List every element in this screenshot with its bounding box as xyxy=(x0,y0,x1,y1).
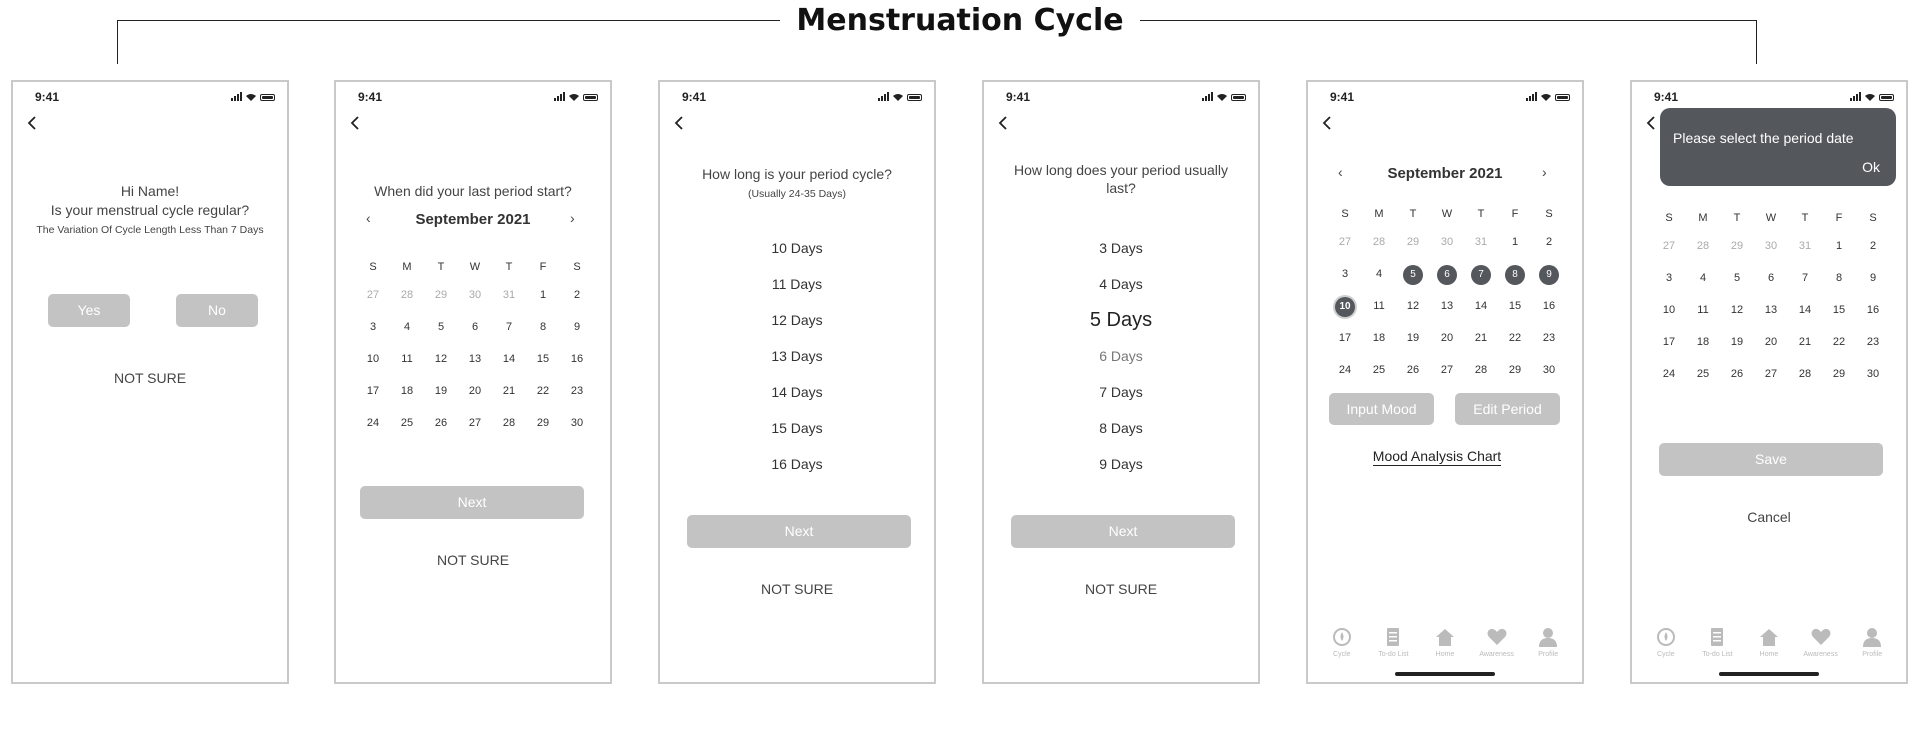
calendar-day-prev-month: 30 xyxy=(468,289,482,301)
calendar-day[interactable]: 4 xyxy=(403,321,411,333)
calendar-day[interactable]: 7 xyxy=(1464,263,1498,295)
tab-label: Awareness xyxy=(1803,651,1838,658)
question-text: How long is your period cycle? xyxy=(702,166,892,182)
calendar-day[interactable]: 8 xyxy=(1498,263,1532,295)
weekday-label: S xyxy=(1545,208,1553,220)
calendar-day[interactable]: 21 xyxy=(502,385,516,397)
weekday-label: S xyxy=(1665,212,1673,224)
calendar-day[interactable]: 12 xyxy=(1406,300,1420,312)
tab-to-do-list[interactable] xyxy=(1368,625,1418,658)
calendar-day[interactable]: 22 xyxy=(1832,336,1846,348)
calendar-day[interactable]: 24 xyxy=(366,417,380,429)
calendar-day[interactable]: 20 xyxy=(468,385,482,397)
calendar-grid xyxy=(356,256,594,444)
status-icons xyxy=(1526,92,1570,101)
prev-month-icon[interactable]: ‹ xyxy=(366,210,371,226)
weekday-label: F xyxy=(1835,212,1843,224)
calendar-day-prev-month: 27 xyxy=(1338,236,1352,248)
tab-profile[interactable] xyxy=(1523,625,1573,658)
calendar-day[interactable]: 23 xyxy=(1866,336,1880,348)
next-button[interactable]: Next xyxy=(360,486,584,519)
picker-option[interactable]: 4 Days xyxy=(1099,276,1143,292)
wifi-icon xyxy=(893,93,903,101)
weekday-label: T xyxy=(1801,212,1809,224)
calendar-day[interactable]: 9 xyxy=(1532,263,1566,295)
status-icons xyxy=(231,92,275,101)
calendar-day[interactable]: 19 xyxy=(1406,332,1420,344)
calendar-day[interactable]: 26 xyxy=(1406,364,1420,376)
weekday-label: M xyxy=(402,261,412,273)
question-text: Is your menstrual cycle regular? xyxy=(50,202,250,218)
tab-label: Cycle xyxy=(1333,651,1351,658)
alert-toast xyxy=(1660,108,1896,186)
calendar-day[interactable]: 14 xyxy=(502,353,516,365)
question-subtext: The Variation Of Cycle Length Less Than 7 Days xyxy=(36,224,264,236)
calendar-day[interactable]: 26 xyxy=(434,417,448,429)
tab-home[interactable] xyxy=(1420,625,1470,658)
cycle-icon xyxy=(1331,627,1353,649)
calendar-day[interactable]: 6 xyxy=(1430,263,1464,295)
picker-option[interactable]: 14 Days xyxy=(771,384,823,400)
calendar-day[interactable]: 13 xyxy=(468,353,482,365)
tab-label: Cycle xyxy=(1657,651,1675,658)
calendar-day[interactable]: 17 xyxy=(1662,336,1676,348)
calendar-day[interactable]: 1 xyxy=(539,289,547,301)
calendar-day[interactable]: 15 xyxy=(1508,300,1522,312)
calendar-day[interactable]: 6 xyxy=(1767,272,1775,284)
calendar-day[interactable]: 2 xyxy=(573,289,581,301)
battery-icon xyxy=(1231,94,1246,101)
tab-bar xyxy=(1308,625,1582,658)
profile-icon xyxy=(1537,627,1559,649)
calendar-day[interactable]: 27 xyxy=(1440,364,1454,376)
battery-icon xyxy=(907,94,922,101)
calendar-day[interactable]: 26 xyxy=(1730,368,1744,380)
question-text-line-2: last? xyxy=(1106,180,1136,196)
calendar-day[interactable]: 28 xyxy=(502,417,516,429)
picker-option[interactable]: 6 Days xyxy=(1099,348,1143,364)
calendar-day[interactable]: 12 xyxy=(434,353,448,365)
page-title: Menstruation Cycle xyxy=(0,0,1920,42)
calendar-day[interactable]: 2 xyxy=(1869,240,1877,252)
calendar-day-prev-month: 29 xyxy=(1730,240,1744,252)
weekday-label: T xyxy=(1477,208,1485,220)
status-time: 9:41 xyxy=(1330,90,1355,104)
calendar-day[interactable]: 15 xyxy=(536,353,550,365)
tab-awareness[interactable] xyxy=(1796,625,1846,658)
weekday-label: S xyxy=(369,261,377,273)
weekday-label: W xyxy=(469,261,481,273)
home-indicator xyxy=(1719,672,1819,676)
tab-label: To-do List xyxy=(1702,651,1733,658)
calendar-month: September 2021 xyxy=(415,211,531,228)
calendar-day-prev-month: 27 xyxy=(1662,240,1676,252)
calendar-day[interactable]: 14 xyxy=(1474,300,1488,312)
phone-screen-6 xyxy=(1630,80,1908,684)
calendar-day[interactable]: 5 xyxy=(1733,272,1741,284)
battery-icon xyxy=(1555,94,1570,101)
picker-option[interactable]: 7 Days xyxy=(1099,384,1143,400)
calendar-day[interactable]: 4 xyxy=(1699,272,1707,284)
calendar-grid xyxy=(1652,207,1890,395)
toast-ok-button[interactable]: Ok xyxy=(1862,159,1880,175)
awareness-heart-icon xyxy=(1486,627,1508,649)
weekday-label: S xyxy=(1869,212,1877,224)
calendar-day-prev-month: 28 xyxy=(400,289,414,301)
calendar-day[interactable]: 16 xyxy=(1866,304,1880,316)
calendar-day[interactable]: 29 xyxy=(536,417,550,429)
calendar-day-prev-month: 31 xyxy=(1474,236,1488,248)
no-button[interactable]: No xyxy=(176,294,258,327)
tab-cycle[interactable] xyxy=(1641,625,1691,658)
profile-icon xyxy=(1861,627,1883,649)
signal-icon xyxy=(1202,92,1213,101)
calendar-day[interactable]: 11 xyxy=(401,353,413,365)
calendar-day[interactable]: 19 xyxy=(434,385,448,397)
phone-screen-1 xyxy=(11,80,289,684)
signal-icon xyxy=(231,92,242,101)
home-icon xyxy=(1434,627,1456,649)
next-month-icon[interactable]: › xyxy=(570,210,575,226)
home-icon xyxy=(1758,627,1780,649)
status-icons xyxy=(878,92,922,101)
mood-analysis-chart-link[interactable]: Mood Analysis Chart xyxy=(1372,448,1502,464)
save-button[interactable]: Save xyxy=(1659,443,1883,476)
picker-option[interactable]: 3 Days xyxy=(1099,240,1143,256)
greeting-text: Hi Name! xyxy=(120,183,180,199)
toast-message: Please select the period date xyxy=(1673,130,1854,146)
calendar-day[interactable]: 25 xyxy=(1696,368,1710,380)
calendar-day[interactable]: 18 xyxy=(1696,336,1710,348)
battery-icon xyxy=(260,94,275,101)
tab-cycle[interactable] xyxy=(1317,625,1367,658)
next-month-icon[interactable]: › xyxy=(1542,164,1547,180)
status-time: 9:41 xyxy=(35,90,60,104)
calendar-day[interactable]: 7 xyxy=(1801,272,1809,284)
picker-option[interactable]: 5 Days xyxy=(1089,309,1153,331)
picker-option[interactable]: 9 Days xyxy=(1099,456,1143,472)
phone-screen-2 xyxy=(334,80,612,684)
picker-option[interactable]: 8 Days xyxy=(1099,420,1143,436)
not-sure-button[interactable]: NOT SURE xyxy=(1084,581,1158,597)
calendar-day[interactable]: 20 xyxy=(1440,332,1454,344)
calendar-day[interactable]: 17 xyxy=(1338,332,1352,344)
status-time: 9:41 xyxy=(682,90,707,104)
signal-icon xyxy=(878,92,889,101)
calendar-day[interactable]: 22 xyxy=(1508,332,1522,344)
tab-label: Profile xyxy=(1862,651,1883,658)
question-subtext: (Usually 24-35 Days) xyxy=(747,188,847,200)
calendar-day[interactable]: 30 xyxy=(1542,364,1556,376)
wifi-icon xyxy=(1541,93,1551,101)
question-text-line-1: How long does your period usually xyxy=(1013,162,1228,178)
status-icons xyxy=(1850,92,1894,101)
calendar-day[interactable]: 24 xyxy=(1662,368,1676,380)
calendar-day[interactable]: 1 xyxy=(1511,236,1519,248)
back-arrow-icon[interactable] xyxy=(1320,115,1336,131)
next-button[interactable]: Next xyxy=(1011,515,1235,548)
todo-list-icon xyxy=(1382,627,1404,649)
tab-to-do-list[interactable] xyxy=(1692,625,1742,658)
calendar-day-prev-month: 30 xyxy=(1764,240,1778,252)
calendar-day[interactable]: 10 xyxy=(366,353,380,365)
battery-icon xyxy=(1879,94,1894,101)
calendar-day[interactable]: 28 xyxy=(1798,368,1812,380)
status-icons xyxy=(554,92,598,101)
calendar-day[interactable]: 23 xyxy=(570,385,584,397)
signal-icon xyxy=(554,92,565,101)
status-icons xyxy=(1202,92,1246,101)
calendar-day[interactable]: 29 xyxy=(1508,364,1522,376)
calendar-day[interactable]: 25 xyxy=(400,417,414,429)
calendar-day-prev-month: 28 xyxy=(1372,236,1386,248)
calendar-day-prev-month: 27 xyxy=(366,289,380,301)
calendar-day-prev-month: 30 xyxy=(1440,236,1454,248)
signal-icon xyxy=(1850,92,1861,101)
calendar-day-prev-month: 31 xyxy=(502,289,516,301)
tab-label: To-do List xyxy=(1378,651,1409,658)
calendar-day[interactable]: 30 xyxy=(1866,368,1880,380)
calendar-day[interactable]: 4 xyxy=(1375,268,1383,280)
back-arrow-icon[interactable] xyxy=(672,115,688,131)
picker-option[interactable]: 16 Days xyxy=(771,456,823,472)
awareness-heart-icon xyxy=(1810,627,1832,649)
calendar-day[interactable]: 29 xyxy=(1832,368,1846,380)
calendar-day[interactable]: 9 xyxy=(1869,272,1877,284)
calendar-day[interactable]: 8 xyxy=(539,321,547,333)
calendar-day[interactable]: 13 xyxy=(1440,300,1454,312)
signal-icon xyxy=(1526,92,1537,101)
weekday-label: T xyxy=(437,261,445,273)
calendar-day[interactable]: 16 xyxy=(1542,300,1556,312)
status-time: 9:41 xyxy=(1654,90,1679,104)
back-arrow-icon[interactable] xyxy=(996,115,1012,131)
calendar-day[interactable]: 27 xyxy=(1764,368,1778,380)
weekday-label: F xyxy=(539,261,547,273)
back-arrow-icon[interactable] xyxy=(1644,115,1660,131)
not-sure-button[interactable]: NOT SURE xyxy=(113,370,187,386)
calendar-day[interactable]: 25 xyxy=(1372,364,1386,376)
calendar-day[interactable]: 11 xyxy=(1373,300,1385,312)
cycle-icon xyxy=(1655,627,1677,649)
calendar-day[interactable]: 3 xyxy=(1665,272,1673,284)
weekday-label: W xyxy=(1765,212,1777,224)
prev-month-icon[interactable]: ‹ xyxy=(1338,164,1343,180)
weekday-label: W xyxy=(1441,208,1453,220)
phone-screen-4 xyxy=(982,80,1260,684)
question-text: When did your last period start? xyxy=(374,183,572,199)
yes-button[interactable]: Yes xyxy=(48,294,130,327)
tab-profile[interactable] xyxy=(1847,625,1897,658)
weekday-label: T xyxy=(1733,212,1741,224)
phone-screen-3 xyxy=(658,80,936,684)
calendar-day-prev-month: 29 xyxy=(1406,236,1420,248)
calendar-day[interactable]: 18 xyxy=(1372,332,1386,344)
tab-label: Home xyxy=(1435,651,1455,658)
calendar-day-prev-month: 28 xyxy=(1696,240,1710,252)
input-mood-button[interactable]: Input Mood xyxy=(1329,393,1434,425)
wifi-icon xyxy=(1865,93,1875,101)
calendar-day[interactable]: 21 xyxy=(1474,332,1488,344)
calendar-day[interactable]: 9 xyxy=(573,321,581,333)
calendar-day[interactable]: 28 xyxy=(1474,364,1488,376)
todo-list-icon xyxy=(1706,627,1728,649)
next-button[interactable]: Next xyxy=(687,515,911,548)
calendar-day[interactable]: 1 xyxy=(1835,240,1843,252)
picker-option[interactable]: 11 Days xyxy=(771,276,823,292)
calendar-day[interactable]: 13 xyxy=(1764,304,1778,316)
calendar-day[interactable]: 17 xyxy=(366,385,380,397)
calendar-day[interactable]: 3 xyxy=(1341,268,1349,280)
calendar-day[interactable]: 15 xyxy=(1832,304,1846,316)
picker-option[interactable]: 15 Days xyxy=(771,420,823,436)
calendar-day[interactable]: 8 xyxy=(1835,272,1843,284)
weekday-label: M xyxy=(1698,212,1708,224)
calendar-day[interactable]: 5 xyxy=(437,321,445,333)
home-indicator xyxy=(1395,672,1495,676)
weekday-label: T xyxy=(1409,208,1417,220)
calendar-day[interactable]: 11 xyxy=(1697,304,1709,316)
not-sure-button[interactable]: NOT SURE xyxy=(436,552,510,568)
calendar-day[interactable]: 16 xyxy=(570,353,584,365)
tab-label: Awareness xyxy=(1479,651,1514,658)
back-arrow-icon[interactable] xyxy=(25,115,41,131)
calendar-day[interactable]: 24 xyxy=(1338,364,1352,376)
picker-option[interactable]: 10 Days xyxy=(771,240,823,256)
back-arrow-icon[interactable] xyxy=(348,115,364,131)
battery-icon xyxy=(583,94,598,101)
tab-awareness[interactable] xyxy=(1472,625,1522,658)
calendar-day[interactable]: 3 xyxy=(369,321,377,333)
status-time: 9:41 xyxy=(1006,90,1031,104)
weekday-label: S xyxy=(1341,208,1349,220)
picker-option[interactable]: 13 Days xyxy=(771,348,823,364)
calendar-day[interactable]: 14 xyxy=(1798,304,1812,316)
calendar-day[interactable]: 22 xyxy=(536,385,550,397)
calendar-day[interactable]: 10 xyxy=(1328,295,1362,327)
tab-bar xyxy=(1632,625,1906,658)
cancel-button[interactable]: Cancel xyxy=(1747,509,1791,525)
calendar-day-prev-month: 29 xyxy=(434,289,448,301)
wifi-icon xyxy=(1217,93,1227,101)
calendar-grid xyxy=(1328,203,1566,391)
phone-screen-5 xyxy=(1306,80,1584,684)
calendar-day[interactable]: 23 xyxy=(1542,332,1556,344)
calendar-day[interactable]: 5 xyxy=(1396,263,1430,295)
tab-home[interactable] xyxy=(1744,625,1794,658)
weekday-label: T xyxy=(505,261,513,273)
calendar-day[interactable]: 12 xyxy=(1730,304,1744,316)
calendar-day[interactable]: 10 xyxy=(1662,304,1676,316)
weekday-label: M xyxy=(1374,208,1384,220)
calendar-day[interactable]: 27 xyxy=(468,417,482,429)
weekday-label: S xyxy=(573,261,581,273)
calendar-day[interactable]: 2 xyxy=(1545,236,1553,248)
calendar-day[interactable]: 19 xyxy=(1730,336,1744,348)
calendar-day-prev-month: 31 xyxy=(1798,240,1812,252)
calendar-day[interactable]: 21 xyxy=(1798,336,1812,348)
calendar-day[interactable]: 18 xyxy=(400,385,414,397)
tab-label: Profile xyxy=(1538,651,1559,658)
calendar-month: September 2021 xyxy=(1387,165,1503,182)
not-sure-button[interactable]: NOT SURE xyxy=(760,581,834,597)
edit-period-button[interactable]: Edit Period xyxy=(1455,393,1560,425)
calendar-day[interactable]: 6 xyxy=(471,321,479,333)
wifi-icon xyxy=(246,93,256,101)
tab-label: Home xyxy=(1759,651,1779,658)
calendar-day[interactable]: 7 xyxy=(505,321,513,333)
calendar-day[interactable]: 20 xyxy=(1764,336,1778,348)
picker-option[interactable]: 12 Days xyxy=(771,312,823,328)
calendar-day[interactable]: 30 xyxy=(570,417,584,429)
wifi-icon xyxy=(569,93,579,101)
status-time: 9:41 xyxy=(358,90,383,104)
weekday-label: F xyxy=(1511,208,1519,220)
